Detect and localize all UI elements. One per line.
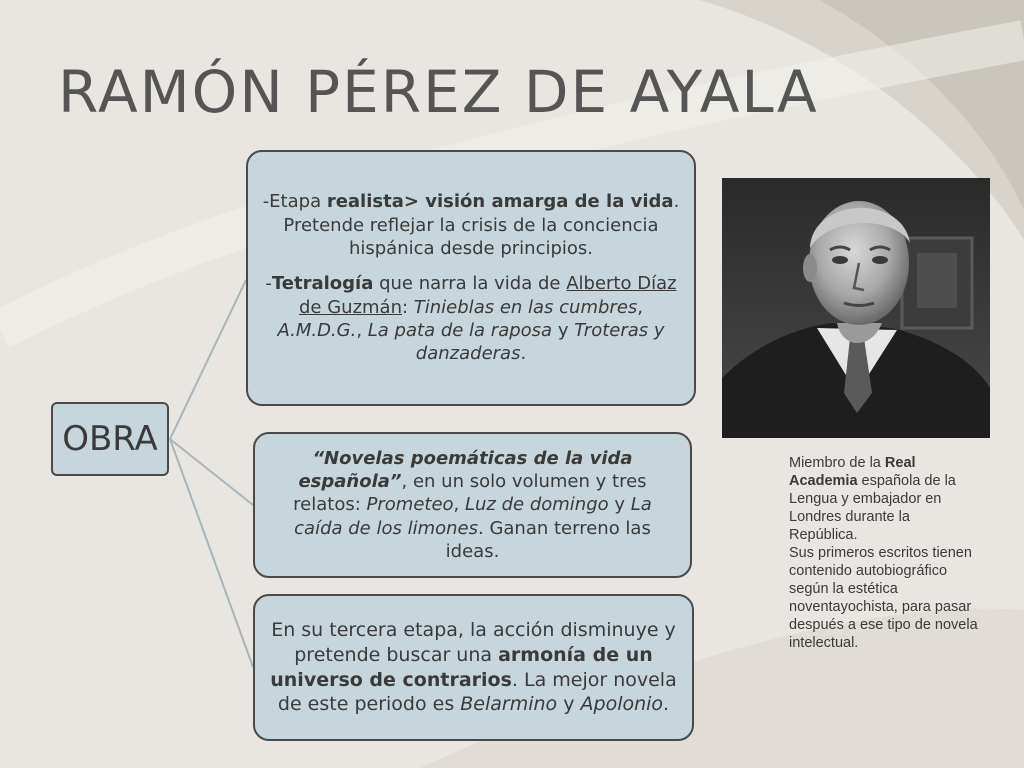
- third-stage-text: En su tercera etapa, la acción disminuye y pretende buscar una armonía de un universo de contrarios. La mejor novela de este periodo es Belarmino y Apolonio.: [270, 619, 677, 716]
- tetralogy-text: -Tetralogía que narra la vida de Alberto Díaz de Guzmán: Tinieblas en las cumbres, A.M.D.G., La pata de la raposa y Troteras y danzaderas.: [265, 273, 677, 365]
- slide-title: RAMÓN PÉREZ DE AYALA: [58, 58, 819, 126]
- connector-line-1: [170, 280, 246, 439]
- author-portrait: [722, 178, 990, 438]
- realist-stage-node: [246, 150, 696, 406]
- obra-root-node: OBRA: [51, 402, 169, 476]
- realist-stage-text: -Etapa realista> visión amarga de la vida. Pretende reflejar la crisis de la conciencia hispánica desde principios.: [262, 191, 680, 259]
- third-stage-node: [253, 594, 694, 741]
- poematic-novels-node: [253, 432, 692, 578]
- poematic-novels-text: “Novelas poemáticas de la vida española”, en un solo volumen y tres relatos: Prometeo, Luz de domingo y La caída de los limones. Ganan terreno las ideas.: [293, 447, 652, 563]
- author-caption: [789, 455, 979, 653]
- caption-academy-text: Miembro de la Real Academia española de la Lengua y embajador en Londres durante la República.: [789, 455, 956, 543]
- caption-writings-text: Sus primeros escritos tienen contenido autobiográfico según la estética noventayochista, para pasar después a ese tipo de novela intelectual.: [789, 544, 978, 651]
